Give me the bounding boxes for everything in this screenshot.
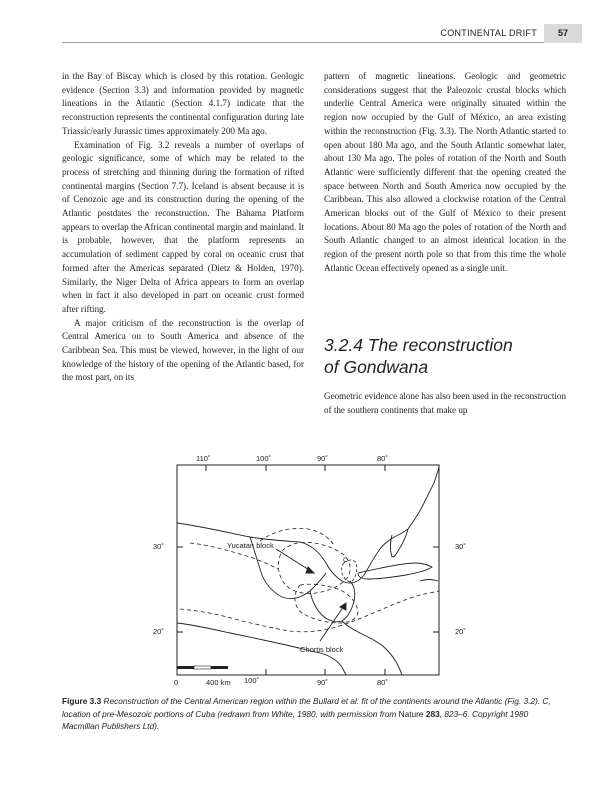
left-paragraph-1: in the Bay of Biscay which is closed by this rotation. Geologic evidence (Section 3.3) and information provided by magnetic lineations in the Atlantic (Section 4.1.7) indicate that the reconstruction represents the continental configuration during late Triassic/early Jurassic times approximately 200 Ma ago. (62, 71, 304, 136)
figure-3-3-map (150, 445, 490, 690)
lat-label-20-left: 20˚ (153, 627, 164, 636)
reconstruction-margin-south (180, 591, 439, 632)
figure-caption (62, 695, 557, 733)
chortis-block-outline (295, 584, 358, 623)
left-paragraph-2: Examination of Fig. 3.2 reveals a number of overlaps of geologic significance, some of which may be related to the process of stretching and thinning during the formation of rifted continental margins (Section 7.7). Iceland is absent because it is of Cenozoic age and its construction during the opening of the Atlantic postdates the reconstruction. The Bahama Platform appears to overlap the African continental margin and mainland. It is probable, however, that the platform represents an accumulation of sediment capped by coral on oceanic crust that formed after the Americas separated (Dietz & Holden, 1970). Similarly, the Niger Delta of Africa appears to form an overlap when in fact it also developed in part on oceanic crust formed after rifting. (62, 139, 304, 314)
header-rule (62, 42, 554, 43)
section-paragraph: Geometric evidence alone has also been used in the reconstruction of the southern continents that make up (324, 391, 566, 415)
section-heading (324, 334, 574, 378)
chortis-block-label: Chortis block (300, 645, 344, 654)
scale-km-label: 400 km (206, 678, 231, 687)
page-number: 57 (544, 24, 582, 43)
lon-label-90-bottom: 90˚ (317, 678, 328, 687)
cuba-marker: C (343, 557, 348, 564)
lon-label-100-top: 100˚ (256, 454, 272, 463)
lat-label-30-left: 30˚ (153, 542, 164, 551)
left-paragraph-3: A major criticism of the reconstruction is the overlap of Central America on to South America and absence of the Caribbean Sea. This must be viewed, however, in the light of our knowledge of the history of the opening of the Atlantic based, for the most part, on its (62, 317, 304, 383)
lon-label-90-top: 90˚ (317, 454, 328, 463)
coastline-florida (408, 467, 439, 529)
caption-journal: Nature (398, 708, 424, 719)
lat-label-30-right: 30˚ (455, 542, 466, 551)
coastline-yucatan (310, 581, 355, 622)
lat-label-20-right: 20˚ (455, 627, 466, 636)
section-heading-line-1: 3.2.4 The reconstruction (324, 335, 513, 355)
yucatan-block-outline (278, 542, 350, 593)
yucatan-block-label: Yucatan block (227, 541, 274, 550)
caption-volume: 283 (425, 708, 440, 719)
scale-bar (177, 666, 228, 669)
right-column (324, 70, 566, 276)
section-heading-line-2: of Gondwana (324, 357, 429, 377)
lon-label-110-top: 110˚ (196, 454, 211, 463)
running-title: CONTINENTAL DRIFT (440, 28, 537, 38)
caption-text-b: , 823–6. Copyright 1980 Macmillan Publishers Ltd). (62, 708, 529, 731)
coastline-central-america (342, 621, 402, 675)
coastline-gulf (177, 523, 408, 583)
lon-label-80-top: 80˚ (377, 454, 388, 463)
caption-text-a: Reconstruction of the Central American region within the Bullard et al. fit of the continents around the Atlantic (Fig. 3.2). C, location of pre-Mesozoic portions of Cuba (redrawn from White, 1980, with permission from (62, 696, 551, 719)
caption-label: Figure 3.3 (62, 696, 102, 706)
left-column (62, 70, 304, 385)
right-paragraph-1: pattern of magnetic lineations. Geologic and geometric considerations suggest that the Paleozoic crustal blocks which underlie Central America were originally situated within the region now occupied by the Gulf of México, an area existing within the reconstruction (Fig. 3.3). The North Atlantic started to open about 180 Ma ago, and the South Atlantic somewhat later, about 130 Ma ago. The poles of rotation of the North and South Atlantic were sufficiently different that the opening created the space between North and South America now occupied by the Caribbean. This also allowed a clockwise rotation of the Central American blocks out of the Gulf of México to their present locations. About 80 Ma ago the poles of rotation of the North and South Atlantic changed to an almost identical location in the region of the present north pole so that from this time the whole Atlantic Ocean effectively opened as a single unit. (324, 71, 566, 273)
coastline-florida-peninsula (391, 529, 409, 557)
coastline-cuba (358, 563, 432, 579)
scale-zero-label: 0 (174, 678, 179, 687)
lon-label-80-bottom: 80˚ (377, 678, 388, 687)
lon-label-100-bottom: 100˚ (244, 676, 260, 685)
coastline-hispaniola (420, 580, 438, 582)
page-header (0, 24, 615, 44)
